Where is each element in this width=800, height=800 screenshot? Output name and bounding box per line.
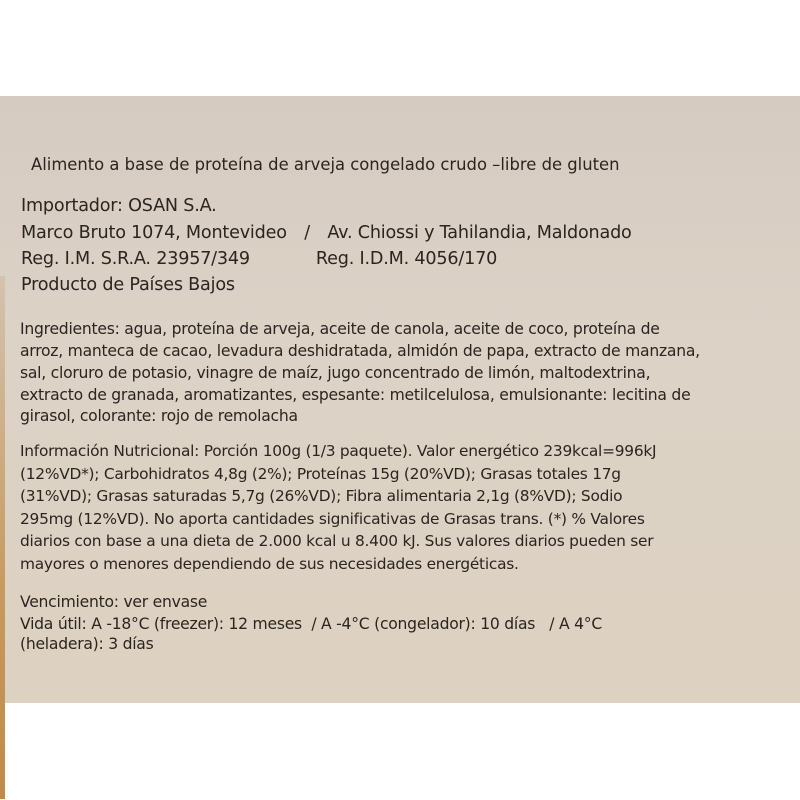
ingredients-line: extracto de granada, aromatizantes, espesante: metilcelulosa, emulsionante: lecitina de: [20, 386, 691, 404]
reg-idm: Reg. I.D.M. 4056/170: [315, 249, 498, 269]
importer-name: Importador: OSAN S.A.: [21, 196, 217, 216]
shelf-life-cont: (heladera): 3 días: [20, 635, 154, 653]
package-edge: [0, 276, 5, 799]
address-separator: /: [304, 223, 310, 243]
nutrition-line: Información Nutricional: Porción 100g (1/3 paquete). Valor energético 239kcal=996kJ: [20, 442, 657, 460]
address-maldonado: Av. Chiossi y Tahilandia, Maldonado: [327, 223, 632, 243]
registrations: [21, 249, 497, 269]
ingredients-line: girasol, colorante: rojo de remolacha: [20, 407, 298, 425]
ingredients-line: sal, cloruro de potasio, vinagre de maíz, jugo concentrado de limón, maltodextrina,: [20, 364, 651, 382]
nutrition-line: 295mg (12%VD). No aporta cantidades significativas de Grasas trans. (*) % Valores: [20, 510, 645, 528]
nutrition-line: diarios con base a una dieta de 2.000 kcal u 8.400 kJ. Sus valores diarios pueden ser: [20, 532, 654, 550]
nutrition-line: (12%VD*); Carbohidratos 4,8g (2%); Proteínas 15g (20%VD); Grasas totales 17g: [20, 465, 621, 483]
product-origin: Producto de Países Bajos: [21, 275, 235, 295]
product-label: [0, 96, 800, 703]
product-title: Alimento a base de proteína de arveja congelado crudo –libre de gluten: [31, 155, 620, 174]
nutrition-line: (31%VD); Grasas saturadas 5,7g (26%VD); Fibra alimentaria 2,1g (8%VD); Sodio: [20, 487, 623, 505]
address-montevideo: Marco Bruto 1074, Montevideo: [21, 223, 287, 243]
importer-address: [21, 223, 632, 243]
expiry-date: Vencimiento: ver envase: [20, 593, 208, 611]
nutrition-line: mayores o menores dependiendo de sus necesidades energéticas.: [20, 555, 519, 573]
ingredients-line: arroz, manteca de cacao, levadura deshidratada, almidón de papa, extracto de manzana,: [20, 342, 700, 360]
reg-im: Reg. I.M. S.R.A. 23957/349: [21, 249, 250, 269]
ingredients-line: Ingredientes: agua, proteína de arveja, aceite de canola, aceite de coco, proteína de: [20, 320, 660, 338]
shelf-life: Vida útil: A -18°C (freezer): 12 meses / A -4°C (congelador): 10 días / A 4°C: [20, 615, 602, 633]
